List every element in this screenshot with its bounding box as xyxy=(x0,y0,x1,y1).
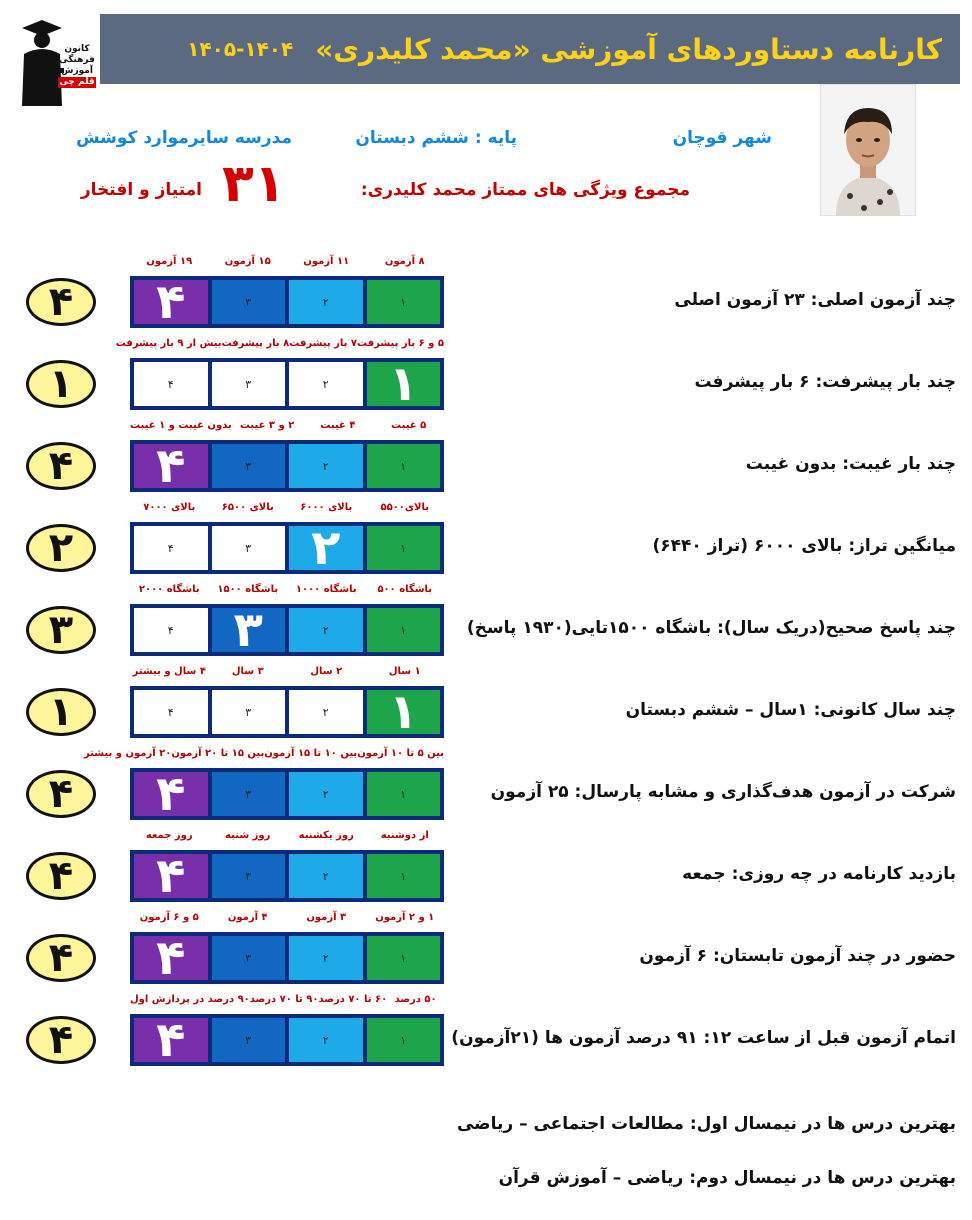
level-cell-1: ۱ xyxy=(367,608,441,652)
level-cell-2: ۲ xyxy=(289,854,363,898)
level-cell-4: ۴ xyxy=(134,280,208,324)
row-points-badge: ۴ xyxy=(26,442,96,490)
report-years: ۱۴۰۵-۱۴۰۴ xyxy=(187,37,294,61)
threshold-label: بین ۱۰ تا ۱۵ آزمون xyxy=(264,748,358,759)
score-label: امتیاز و افتخار xyxy=(80,180,202,200)
threshold-label: ۹۰ درصد در پردازش اول xyxy=(130,994,250,1005)
threshold-label: ۲ سال xyxy=(310,666,343,677)
threshold-label: ۴ سال و بیشتر xyxy=(132,666,206,677)
threshold-label: ۴ آزمون xyxy=(227,912,268,923)
row-label: چند بار پیشرفت: ۶ بار پیشرفت xyxy=(694,372,956,392)
row-label: چند پاسخ صحیح(دریک سال): باشگاه ۱۵۰۰تایی(۱۹۳۰ پاسخ) xyxy=(466,618,956,638)
report-title: کارنامه دستاوردهای آموزشی «محمد کلیدری» xyxy=(315,32,942,66)
level-cell-3: ۳ xyxy=(212,526,286,570)
kanoon-logo xyxy=(18,14,96,110)
level-cell-1: ۱ xyxy=(367,280,441,324)
level-grid xyxy=(130,358,444,410)
level-grid xyxy=(130,1014,444,1066)
threshold-label: ۱ سال xyxy=(388,666,421,677)
row-thresholds xyxy=(130,830,444,841)
threshold-label: بالای ۶۵۰۰ xyxy=(221,502,274,513)
level-cell-2: ۲ xyxy=(289,280,363,324)
threshold-label: بیش از ۹ بار پیشرفت xyxy=(115,338,222,349)
logo-line-1: کانون xyxy=(64,44,90,54)
features-label: مجموع ویژگی های ممتاز محمد کلیدری: xyxy=(360,180,690,200)
total-score: ۳۱ xyxy=(222,154,286,214)
threshold-label: ۱۹ آزمون xyxy=(146,256,193,267)
best-subjects-term1: بهترین درس ها در نیمسال اول: مطالعات اجتماعی – ریاضی xyxy=(456,1114,956,1134)
row-thresholds xyxy=(130,994,444,1005)
threshold-label: ۱۱ آزمون xyxy=(303,256,350,267)
row-points-badge: ۴ xyxy=(26,278,96,326)
threshold-label: ۵ غیبت xyxy=(391,420,427,431)
level-cell-1: ۱ xyxy=(367,526,441,570)
logo-line-2: فرهنگی xyxy=(59,55,95,65)
threshold-label: بین ۱۵ تا ۲۰ آزمون xyxy=(171,748,265,759)
row-points-badge: ۱ xyxy=(26,688,96,736)
threshold-label: ۱۵ آزمون xyxy=(224,256,271,267)
level-grid xyxy=(130,768,444,820)
row-label: میانگین تراز: بالای ۶۰۰۰ (تراز ۶۴۴۰) xyxy=(652,536,956,556)
level-cell-1: ۱ xyxy=(367,362,441,406)
report-header xyxy=(100,14,960,84)
level-cell-3: ۳ xyxy=(212,936,286,980)
threshold-label: ۳ سال xyxy=(231,666,264,677)
level-cell-2: ۲ xyxy=(289,1018,363,1062)
level-cell-3: ۳ xyxy=(212,280,286,324)
level-cell-3: ۳ xyxy=(212,854,286,898)
level-cell-2: ۲ xyxy=(289,608,363,652)
threshold-label: ۴ غیبت xyxy=(320,420,356,431)
threshold-label: بالای ۷۰۰۰ xyxy=(143,502,196,513)
best-subjects-term2: بهترین درس ها در نیمسال دوم: ریاضی – آموزش قرآن xyxy=(498,1168,956,1188)
row-label: حضور در چند آزمون تابستان: ۶ آزمون xyxy=(639,946,956,966)
threshold-label: ۹۰ تا ۷۰ درصد xyxy=(249,994,319,1005)
level-cell-3: ۳ xyxy=(212,444,286,488)
level-grid xyxy=(130,686,444,738)
level-cell-3: ۳ xyxy=(212,608,286,652)
threshold-label: روز جمعه xyxy=(145,830,193,841)
level-cell-3: ۳ xyxy=(212,772,286,816)
level-cell-4: ۴ xyxy=(134,444,208,488)
level-cell-4: ۴ xyxy=(134,854,208,898)
threshold-label: ۵ و ۶ آزمون xyxy=(139,912,199,923)
level-cell-3: ۳ xyxy=(212,362,286,406)
row-thresholds xyxy=(130,502,444,513)
row-label: بازدید کارنامه در چه روزی: جمعه xyxy=(682,864,956,884)
level-cell-1: ۱ xyxy=(367,1018,441,1062)
level-grid xyxy=(130,850,444,902)
row-points-badge: ۴ xyxy=(26,1016,96,1064)
threshold-label: بین ۵ تا ۱۰ آزمون xyxy=(357,748,444,759)
student-grade: پایه : ششم دبستان xyxy=(355,128,517,148)
row-label: چند آزمون اصلی: ۲۳ آزمون اصلی xyxy=(674,290,956,310)
row-points-badge: ۴ xyxy=(26,934,96,982)
level-cell-4: ۴ xyxy=(134,936,208,980)
row-label: چند بار غیبت: بدون غیبت xyxy=(745,454,956,474)
threshold-label: ۳ آزمون xyxy=(306,912,347,923)
level-grid xyxy=(130,932,444,984)
threshold-label: ۷ بار پیشرفت xyxy=(289,338,357,349)
row-thresholds xyxy=(130,912,444,923)
student-avatar-icon xyxy=(820,84,916,216)
level-cell-4: ۴ xyxy=(134,362,208,406)
threshold-label: باشگاه ۱۵۰۰ xyxy=(217,584,279,595)
student-city: شهر قوچان xyxy=(672,128,772,148)
row-points-badge: ۲ xyxy=(26,524,96,572)
row-points-badge: ۳ xyxy=(26,606,96,654)
threshold-label: بالای۵۵۰۰ xyxy=(380,502,430,513)
level-cell-2: ۲ xyxy=(289,362,363,406)
level-grid xyxy=(130,522,444,574)
row-points-badge: ۴ xyxy=(26,770,96,818)
row-points-badge: ۱ xyxy=(26,360,96,408)
level-cell-1: ۱ xyxy=(367,690,441,734)
row-thresholds xyxy=(83,748,444,759)
level-cell-2: ۲ xyxy=(289,444,363,488)
threshold-label: ۱ و ۲ آزمون xyxy=(375,912,435,923)
threshold-label: ۲۰ آزمون و بیشتر xyxy=(83,748,172,759)
threshold-label: بالای ۶۰۰۰ xyxy=(300,502,353,513)
logo-line-3: آموزش xyxy=(61,66,93,76)
threshold-label: ۵۰ درصد xyxy=(394,994,437,1005)
threshold-label: از دوشنبه xyxy=(380,830,429,841)
row-thresholds xyxy=(130,666,444,677)
level-grid xyxy=(130,440,444,492)
row-label: شرکت در آزمون هدف‌گذاری و مشابه پارسال: ۲۵ آزمون xyxy=(490,782,956,802)
threshold-label: ۵ و ۶ بار پیشرفت xyxy=(356,338,444,349)
level-cell-4: ۴ xyxy=(134,690,208,734)
level-cell-4: ۴ xyxy=(134,1018,208,1062)
threshold-label: ۸ آزمون xyxy=(384,256,425,267)
level-cell-4: ۴ xyxy=(134,526,208,570)
row-label: چند سال کانونی: ۱سال – ششم دبستان xyxy=(625,700,956,720)
level-cell-2: ۲ xyxy=(289,772,363,816)
threshold-label: ۲ و ۳ غیبت xyxy=(239,420,295,431)
level-cell-3: ۳ xyxy=(212,690,286,734)
threshold-label: روز شنبه xyxy=(225,830,271,841)
level-cell-2: ۲ xyxy=(289,526,363,570)
row-thresholds xyxy=(130,256,444,267)
level-cell-1: ۱ xyxy=(367,772,441,816)
level-cell-2: ۲ xyxy=(289,936,363,980)
level-grid xyxy=(130,276,444,328)
level-cell-3: ۳ xyxy=(212,1018,286,1062)
threshold-label: ۸ بار پیشرفت xyxy=(221,338,290,349)
row-thresholds xyxy=(115,338,444,349)
row-label: اتمام آزمون قبل از ساعت ۱۲: ۹۱ درصد آزمون ها (۲۱آزمون) xyxy=(451,1028,956,1048)
row-thresholds xyxy=(130,420,444,431)
threshold-label: باشگاه ۲۰۰۰ xyxy=(138,584,200,595)
threshold-label: باشگاه ۵۰۰ xyxy=(377,584,433,595)
row-thresholds xyxy=(130,584,444,595)
level-cell-1: ۱ xyxy=(367,854,441,898)
threshold-label: باشگاه ۱۰۰۰ xyxy=(295,584,357,595)
threshold-label: ۶۰ تا ۷۰ درصد xyxy=(318,994,388,1005)
student-photo xyxy=(820,84,916,216)
level-cell-2: ۲ xyxy=(289,690,363,734)
threshold-label: روز یکشنبه xyxy=(298,830,354,841)
level-grid xyxy=(130,604,444,656)
logo-line-4: قلم چی xyxy=(59,77,95,87)
level-cell-1: ۱ xyxy=(367,444,441,488)
level-cell-4: ۴ xyxy=(134,608,208,652)
row-points-badge: ۴ xyxy=(26,852,96,900)
level-cell-1: ۱ xyxy=(367,936,441,980)
level-cell-4: ۴ xyxy=(134,772,208,816)
threshold-label: بدون غیبت و ۱ غیبت xyxy=(130,420,232,431)
student-school: مدرسه سایرموارد کوشش xyxy=(76,128,292,148)
